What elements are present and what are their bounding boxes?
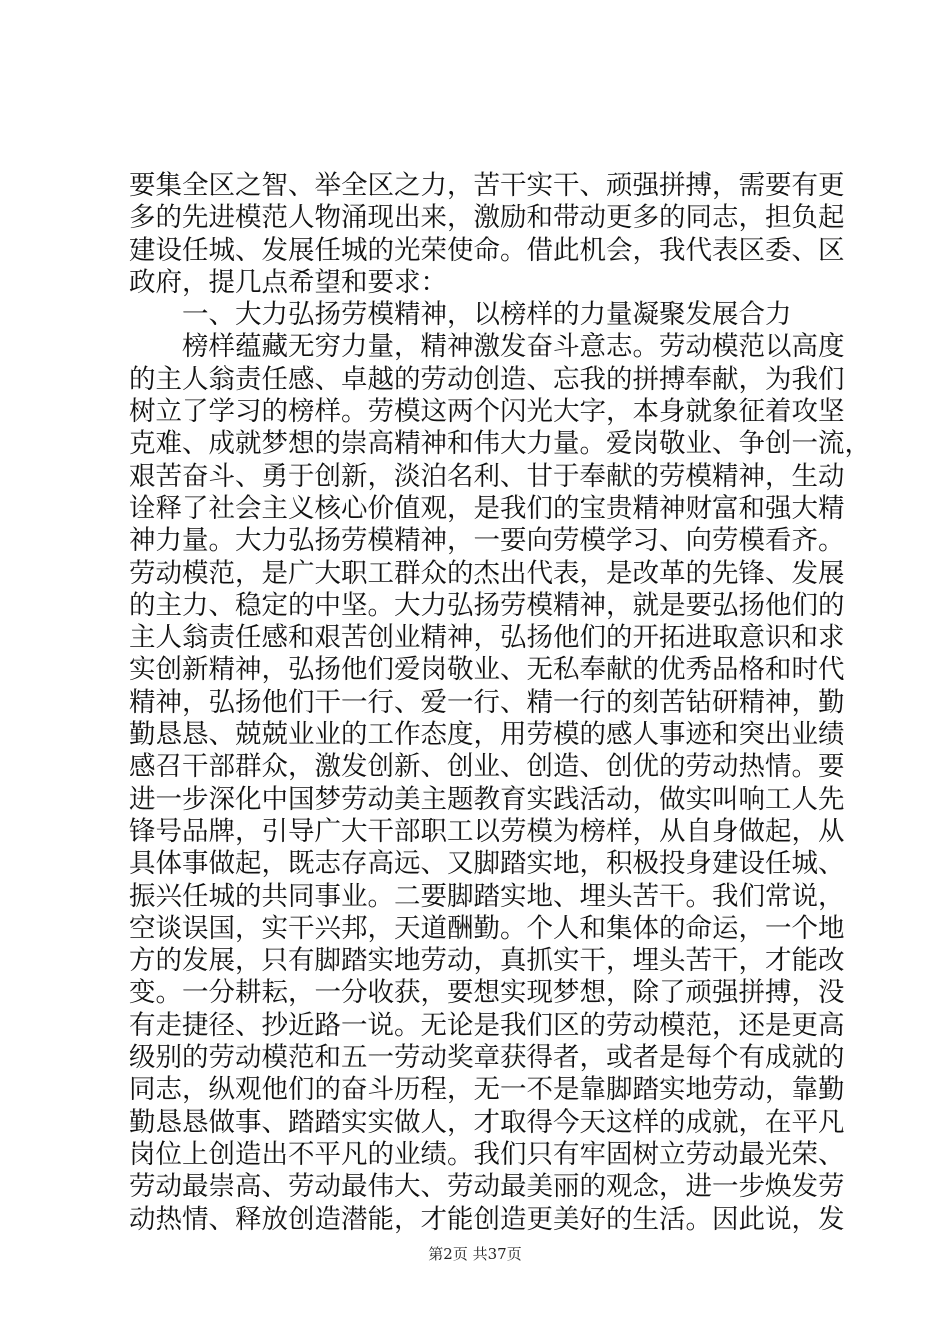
section-heading: 一、大力弘扬劳模精神，以榜样的力量凝聚发展合力	[129, 299, 792, 331]
text-line: 树立了学习的榜样。劳模这两个闪光大字，本身就象征着攻坚	[129, 396, 845, 428]
text-line: 勤恳恳、兢兢业业的工作态度，用劳模的感人事迹和突出业绩	[129, 719, 845, 751]
text-line: 政府，提几点希望和要求：	[129, 266, 447, 298]
text-line: 劳动模范，是广大职工群众的杰出代表，是改革的先锋、发展	[129, 557, 845, 589]
text-line: 锋号品牌，引导广大干部职工以劳模为榜样，从自身做起，从	[129, 815, 845, 847]
text-line: 同志，纵观他们的奋斗历程，无一不是靠脚踏实地劳动，靠勤	[129, 1074, 845, 1106]
text-line: 级别的劳动模范和五一劳动奖章获得者，或者是每个有成就的	[129, 1042, 845, 1074]
text-line: 具体事做起，既志存高远、又脚踏实地，积极投身建设任城、	[129, 848, 845, 880]
text-line: 实创新精神，弘扬他们爱岗敬业、无私奉献的优秀品格和时代	[129, 654, 845, 686]
text-line: 神力量。大力弘扬劳模精神，一要向劳模学习、向劳模看齐。	[129, 525, 845, 557]
text-line: 的主人翁责任感、卓越的劳动创造、忘我的拼搏奉献，为我们	[129, 363, 845, 395]
text-line: 克难、成就梦想的崇高精神和伟大力量。爱岗敬业、争创一流，	[129, 428, 871, 460]
text-line: 感召干部群众，激发创新、创业、创造、创优的劳动热情。要	[129, 751, 845, 783]
text-line: 精神，弘扬他们干一行、爱一行、精一行的刻苦钻研精神，勤	[129, 686, 845, 718]
text-line: 动热情、释放创造潜能，才能创造更美好的生活。因此说，发	[129, 1203, 845, 1235]
text-line: 方的发展，只有脚踏实地劳动，真抓实干，埋头苦干，才能改	[129, 945, 845, 977]
text-line: 艰苦奋斗、勇于创新，淡泊名利、甘于奉献的劳模精神，生动	[129, 460, 845, 492]
text-line: 的主力、稳定的中坚。大力弘扬劳模精神，就是要弘扬他们的	[129, 589, 845, 621]
text-line: 要集全区之智、举全区之力，苦干实干、顽强拼搏，需要有更	[129, 170, 845, 201]
text-line: 建设任城、发展任城的光荣使命。借此机会，我代表区委、区	[129, 234, 845, 266]
body-text	[129, 170, 871, 1236]
text-line: 空谈误国，实干兴邦，天道酬勤。个人和集体的命运，一个地	[129, 912, 845, 944]
text-line: 诠释了社会主义核心价值观，是我们的宝贵精神财富和强大精	[129, 492, 845, 524]
text-line: 劳动最崇高、劳动最伟大、劳动最美丽的观念，进一步焕发劳	[129, 1171, 845, 1203]
text-line: 有走捷径、抄近路一说。无论是我们区的劳动模范，还是更高	[129, 1009, 845, 1041]
text-line: 勤恳恳做事、踏踏实实做人，才取得今天这样的成就，在平凡	[129, 1106, 845, 1138]
text-line: 变。一分耕耘，一分收获，要想实现梦想，除了顽强拼搏，没	[129, 977, 845, 1009]
text-line: 多的先进模范人物涌现出来，激励和带动更多的同志，担负起	[129, 202, 845, 234]
text-line: 振兴任城的共同事业。二要脚踏实地、埋头苦干。我们常说，	[129, 880, 845, 912]
text-line: 榜样蕴藏无穷力量，精神激发奋斗意志。劳动模范以高度	[129, 331, 845, 363]
text-line: 岗位上创造出不平凡的业绩。我们只有牢固树立劳动最光荣、	[129, 1138, 845, 1170]
text-line: 主人翁责任感和艰苦创业精神，弘扬他们的开拓进取意识和求	[129, 622, 845, 654]
page-footer: 第2页 共37页	[428, 1245, 522, 1263]
text-line: 进一步深化中国梦劳动美主题教育实践活动，做实叫响工人先	[129, 783, 845, 815]
